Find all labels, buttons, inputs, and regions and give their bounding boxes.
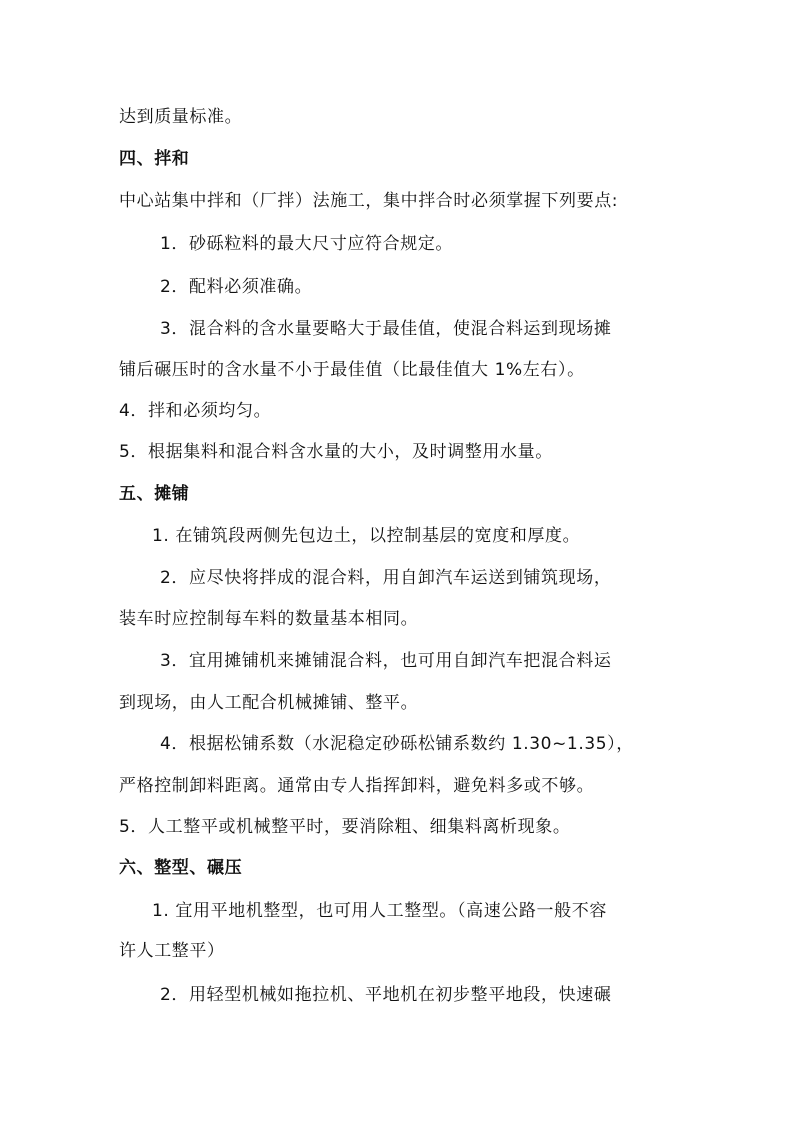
list-item: 4．拌和必须均匀。: [119, 401, 272, 421]
section-heading: 五、摊铺: [119, 484, 190, 504]
list-item: 1．砂砾粒料的最大尺寸应符合规定。: [160, 234, 454, 254]
section-heading: 六、整型、碾压: [119, 858, 243, 878]
text-line: 中心站集中拌和（厂拌）法施工，集中拌合时必须掌握下列要点:: [119, 191, 619, 211]
text-line: 达到质量标准。: [119, 107, 243, 127]
list-item: 5．根据集料和混合料含水量的大小，及时调整用水量。: [119, 442, 553, 462]
list-item: 1. 在铺筑段两侧先包边土，以控制基层的宽度和厚度。: [152, 526, 581, 546]
list-item: 3．宜用摊铺机来摊铺混合料，也可用自卸汽车把混合料运: [160, 651, 612, 671]
list-item: 2．配料必须准确。: [160, 277, 313, 297]
text-line: 铺后碾压时的含水量不小于最佳值（比最佳值大 1%左右）。: [119, 360, 585, 380]
list-item: 3．混合料的含水量要略大于最佳值，使混合料运到现场摊: [160, 319, 612, 339]
list-item: 1. 宜用平地机整型，也可用人工整型。（高速公路一般不容: [152, 901, 607, 921]
text-line: 装车时应控制每车料的数量基本相同。: [119, 609, 419, 629]
text-line: 许人工整平）: [119, 941, 225, 961]
list-item: 4．根据松铺系数（水泥稳定砂砾松铺系数约 1.30~1.35），: [160, 734, 634, 754]
list-item: 5．人工整平或机械整平时，要消除粗、细集料离析现象。: [119, 817, 571, 837]
list-item: 2．用轻型机械如拖拉机、平地机在初步整平地段，快速碾: [160, 985, 612, 1005]
list-item: 2．应尽快将拌成的混合料，用自卸汽车运送到铺筑现场，: [160, 568, 612, 588]
section-heading: 四、拌和: [119, 149, 190, 169]
text-line: 到现场，由人工配合机械摊铺、整平。: [119, 693, 419, 713]
text-line: 严格控制卸料距离。通常由专人指挥卸料，避免料多或不够。: [119, 776, 595, 796]
